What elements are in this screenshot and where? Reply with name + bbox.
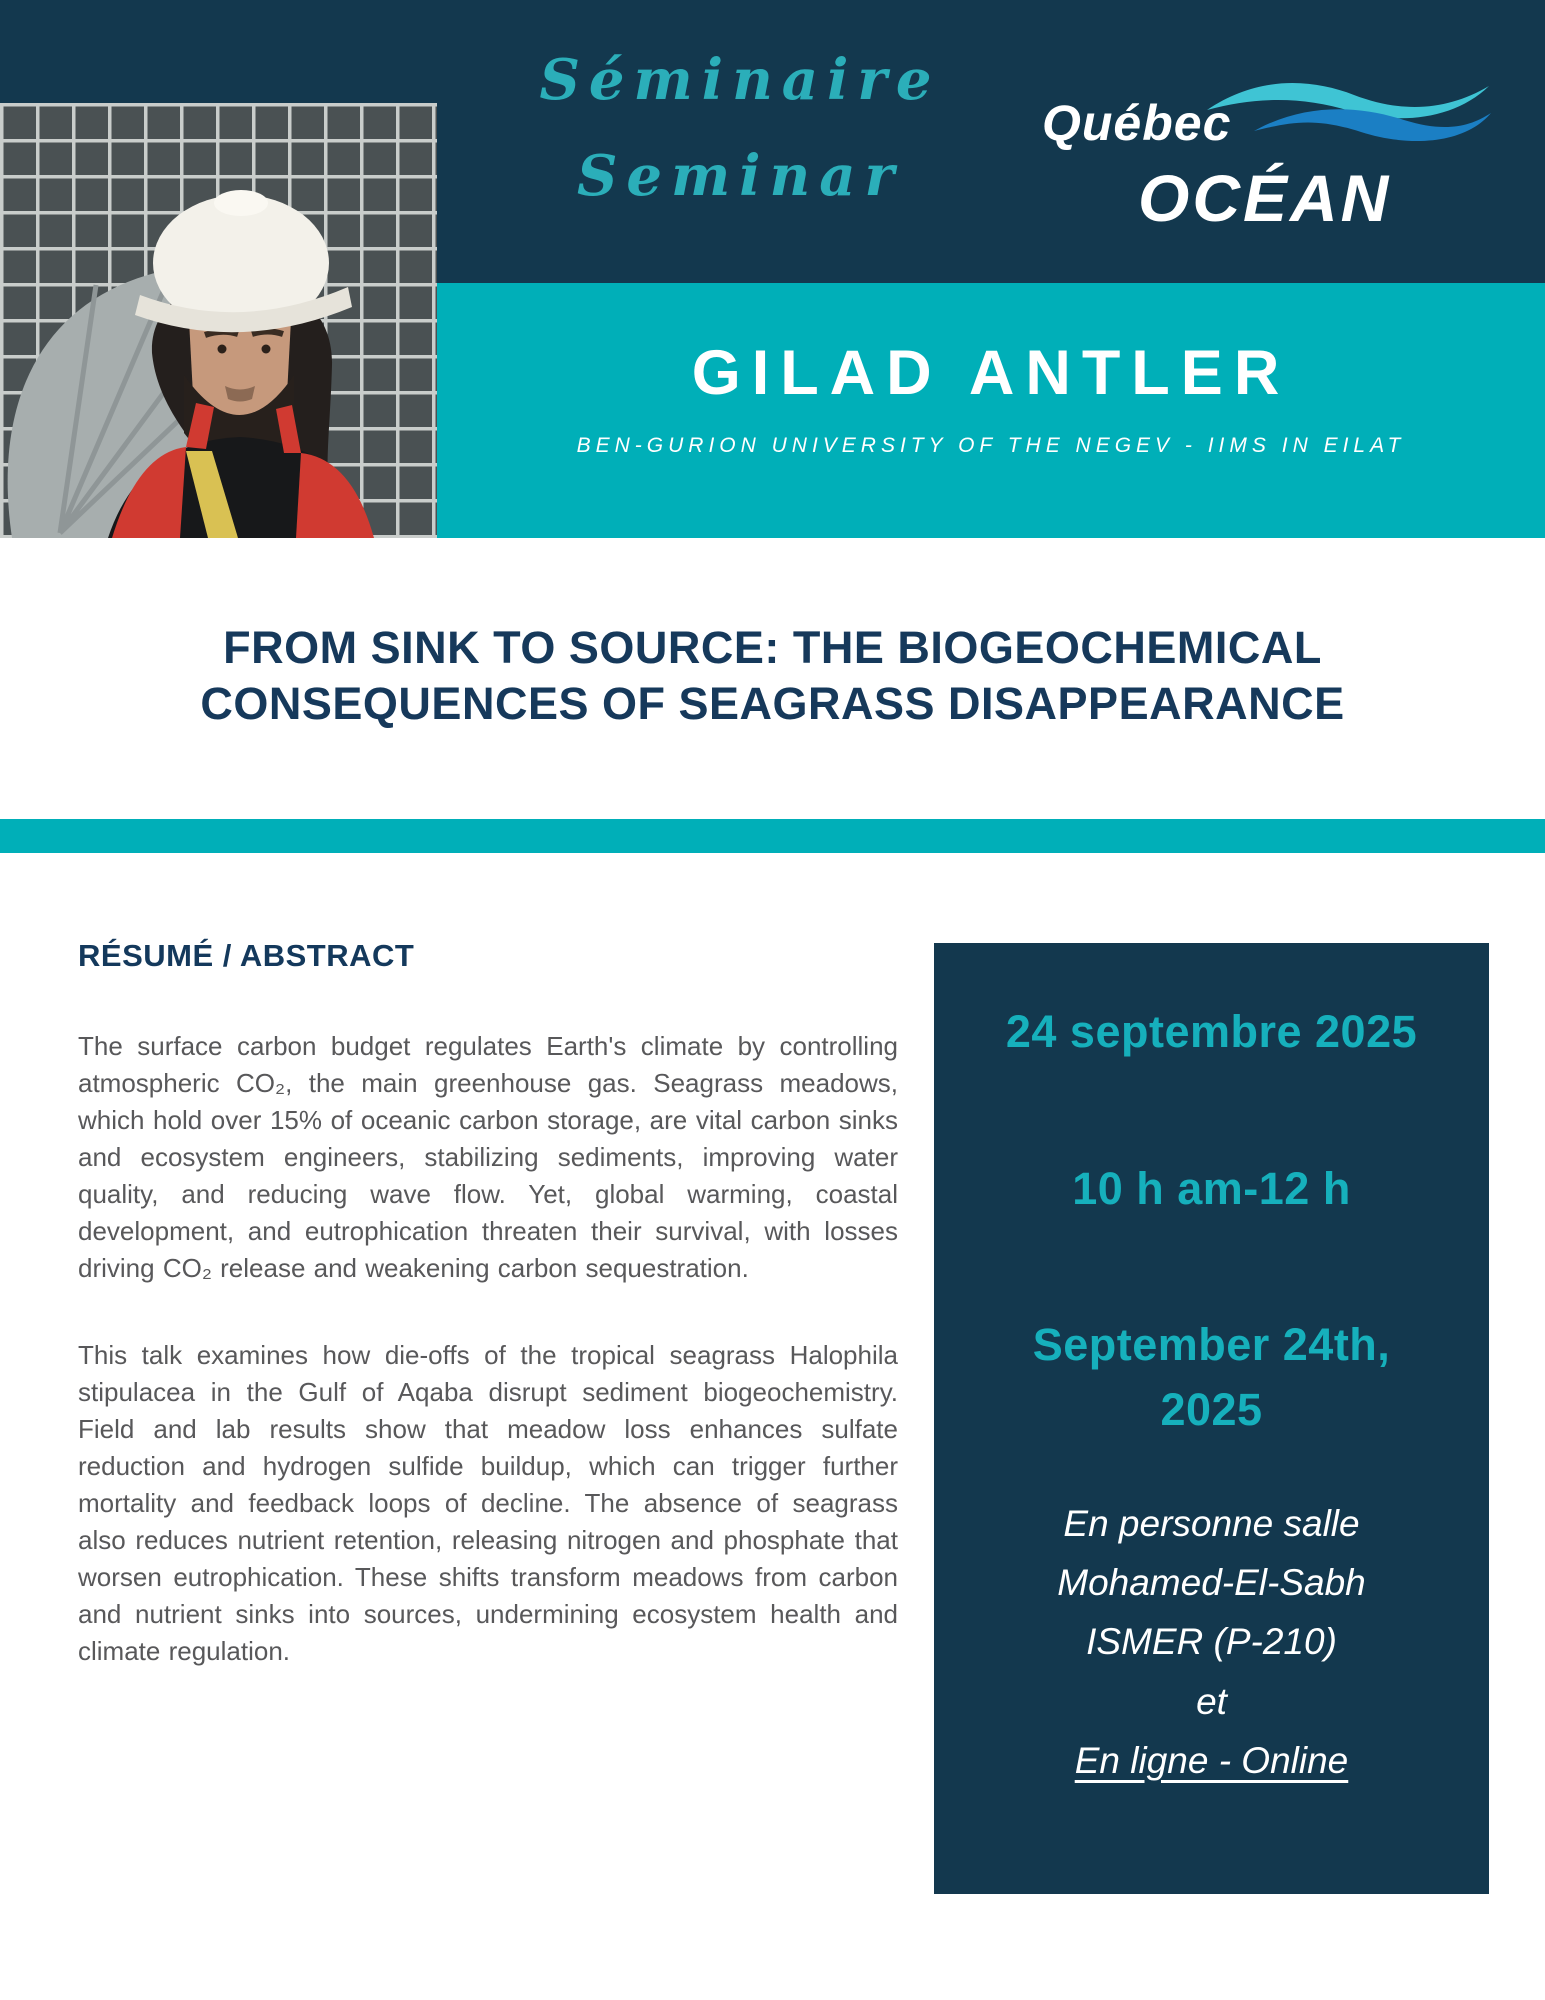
abstract-paragraph-2: This talk examines how die-offs of the tropical seagrass Halophila stipulacea in the Gulf of Aqaba disrupt sediment biogeochemistry. Field and lab results show that meadow loss enhances sulfate reduction and hydrogen sulfide buildup, which can trigger further mortality and feedback loops of decline. The absence of seagrass also reduces nutrient retention, releasing nitrogen and phosphate that worsen eutrophication. These shifts transform meadows from carbon and nutrient sinks into sources, undermining ecosystem health and climate regulation. [78, 1340, 898, 1666]
logo-waves-icon [1202, 68, 1492, 153]
abstract-heading: RÉSUMÉ / ABSTRACT [78, 938, 415, 973]
event-date-en: September 24th, 2025 [1032, 1318, 1391, 1435]
seminar-title-fr: Séminaire [539, 47, 941, 113]
logo-quebec-text: Québec [1042, 95, 1232, 151]
venue-line-1: En personne salle [1063, 1503, 1360, 1544]
talk-title-line-2: CONSEQUENCES OF SEAGRASS DISAPPEARANCE [200, 678, 1345, 729]
logo-ocean-text: OCÉAN [1138, 161, 1392, 235]
quebec-ocean-logo [1030, 68, 1500, 253]
talk-title-line-1: FROM SINK TO SOURCE: THE BIOGEOCHEMICAL [223, 622, 1322, 673]
event-time: 10 h am-12 h [1072, 1163, 1351, 1215]
abstract-paragraph-1: The surface carbon budget regulates Earth's climate by controlling atmospheric CO₂, the main greenhouse gas. Seagrass meadows, which hold over 15% of oceanic carbon storage, are vital carbon sinks and ecosystem engineers, stabilizing sediments, improving water quality, and reducing wave flow. Yet, global warming, coastal development, and eutrophication threaten their survival, with losses driving CO₂ release and weakening carbon sequestration. [78, 1031, 898, 1283]
seminar-title [440, 47, 1040, 209]
event-date-fr: 24 septembre 2025 [1005, 1006, 1418, 1057]
abstract-section [78, 938, 898, 1720]
online-link[interactable]: En ligne - Online [1074, 1739, 1349, 1781]
divider-stripe [0, 819, 1545, 853]
event-details-box [934, 943, 1489, 1894]
venue-line-4: et [1196, 1680, 1227, 1722]
venue-line-2: Mohamed-El-Sabh [1057, 1562, 1366, 1604]
event-venue [989, 1494, 1434, 1790]
talk-title [40, 620, 1505, 732]
seminar-title-en: Seminar [576, 143, 904, 209]
speaker-photo-illustration [0, 103, 437, 538]
venue-line-3: ISMER (P-210) [1086, 1621, 1337, 1663]
speaker-photo [0, 103, 437, 538]
speaker-affiliation: BEN-GURION UNIVERSITY OF THE NEGEV - IIMS IN EILAT [576, 434, 1406, 457]
speaker-name: GILAD ANTLER [691, 338, 1291, 408]
